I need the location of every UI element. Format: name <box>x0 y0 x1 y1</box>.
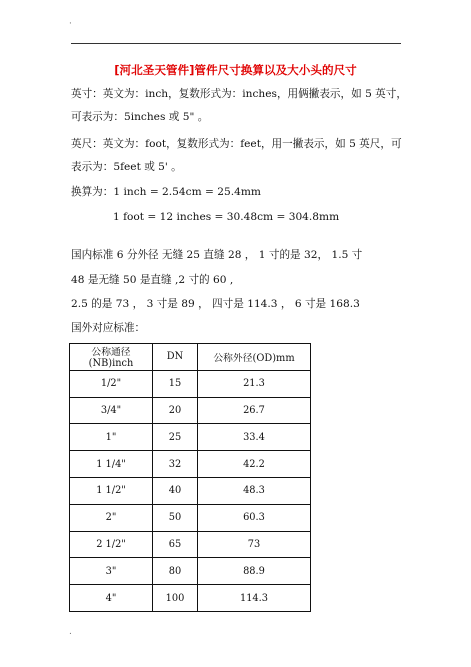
cell-dn: 65 <box>153 531 198 558</box>
header-nb-inch: 公称通径(NB)inch <box>70 344 153 371</box>
header-od-mm: 公称外径(OD)mm <box>198 344 311 371</box>
header-rule <box>71 43 401 44</box>
cell-dn: 25 <box>153 424 198 451</box>
domestic-standard-line-2: 48 是无缝 50 是直缝 ,2 寸的 60 , <box>71 274 234 286</box>
cell-nb: 2" <box>70 504 153 531</box>
cell-dn: 50 <box>153 504 198 531</box>
cell-od: 114.3 <box>198 585 311 612</box>
cell-od: 21.3 <box>198 370 311 397</box>
foot-definition-line-1: 英尺：英文为：foot，复数形式为：feet，用一撇表示，如 5 英尺，可 <box>71 138 402 150</box>
cell-od: 48.3 <box>198 477 311 504</box>
cell-nb: 2 1/2" <box>70 531 153 558</box>
corner-dot: · <box>69 19 72 29</box>
foreign-standard-heading: 国外对应标准： <box>71 322 146 334</box>
table-row <box>70 370 311 397</box>
cell-nb: 3/4" <box>70 397 153 424</box>
cell-dn: 32 <box>153 451 198 478</box>
cell-nb: 3" <box>70 558 153 585</box>
table-row <box>70 424 311 451</box>
domestic-standard-line-3: 2.5 的是 73 ， 3 寸是 89 ， 四寸是 114.3 ， 6 寸是 168.3 <box>71 298 360 310</box>
cell-dn: 40 <box>153 477 198 504</box>
cell-od: 88.9 <box>198 558 311 585</box>
document-title: [河北圣天管件]管件尺寸换算以及大小头的尺寸 <box>114 63 357 77</box>
table-row <box>70 451 311 478</box>
table-row <box>70 504 311 531</box>
inch-definition-line-2: 可表示为：5inches 或 5" 。 <box>71 111 209 123</box>
footer-dot: . <box>69 627 72 637</box>
cell-dn: 15 <box>153 370 198 397</box>
cell-od: 42.2 <box>198 451 311 478</box>
cell-dn: 100 <box>153 585 198 612</box>
cell-od: 73 <box>198 531 311 558</box>
cell-od: 33.4 <box>198 424 311 451</box>
table-row <box>70 531 311 558</box>
cell-dn: 80 <box>153 558 198 585</box>
cell-nb: 1 1/4" <box>70 451 153 478</box>
table-row <box>70 558 311 585</box>
cell-od: 26.7 <box>198 397 311 424</box>
table-header-row <box>70 344 311 371</box>
domestic-standard-line-1: 国内标准 6 分外径 无缝 25 直缝 28 ， 1 寸的是 32， 1.5 寸 <box>71 249 363 261</box>
cell-nb: 4" <box>70 585 153 612</box>
table-row <box>70 397 311 424</box>
cell-dn: 20 <box>153 397 198 424</box>
inch-definition-line-1: 英寸：英文为：inch，复数形式为：inches，用俩撇表示，如 5 英寸， <box>71 88 407 100</box>
table-row <box>70 477 311 504</box>
conversion-line-inch: 换算为：1 inch = 2.54cm = 25.4mm <box>71 186 261 198</box>
foot-definition-line-2: 表示为：5feet 或 5' 。 <box>71 161 182 173</box>
cell-od: 60.3 <box>198 504 311 531</box>
cell-nb: 1/2" <box>70 370 153 397</box>
header-dn: DN <box>153 344 198 371</box>
cell-nb: 1 1/2" <box>70 477 153 504</box>
pipe-size-table <box>69 343 311 612</box>
table-row <box>70 585 311 612</box>
conversion-line-foot: 1 foot = 12 inches = 30.48cm = 304.8mm <box>113 211 340 223</box>
cell-nb: 1" <box>70 424 153 451</box>
